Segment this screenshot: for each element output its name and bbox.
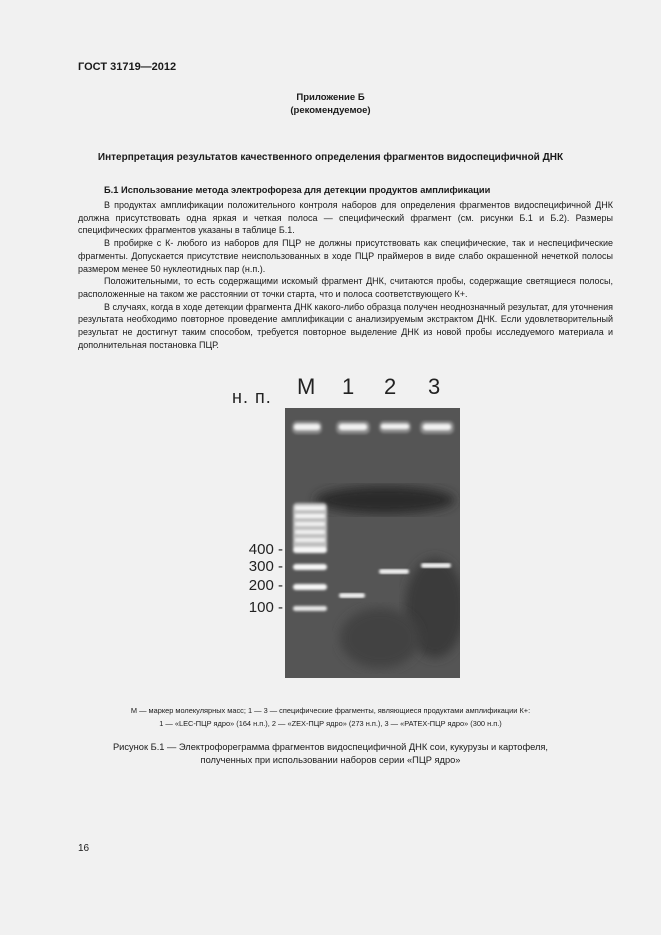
- ladder-label-200: 200 -: [248, 577, 283, 594]
- figure-legend: [0, 704, 661, 730]
- lane-label-3: 3: [428, 374, 441, 399]
- caption-line-2: полученных при использовании наборов серии «ПЦР ядро»: [200, 755, 461, 765]
- gel-image: [285, 408, 460, 678]
- figure-caption: [0, 741, 661, 767]
- annex-title: Приложение Б: [296, 92, 365, 103]
- legend-line-1: М — маркер молекулярных масс; 1 — 3 — специфические фрагменты, являющиеся продуктами амплификации К+:: [130, 706, 531, 715]
- paragraph-4: В случаях, когда в ходе детекции фрагмента ДНК какого-либо образца получен неоднозначный результат, для уточнения результата необходимо повторное проведение амплификации с анализируемым экстрактом ДНК. Если удовлетворительный результат не достигнут таким способом, требуется повторное выделение ДНК из новой пробы исследуемого материала и дополнительная постановка ПЦР.: [78, 301, 613, 350]
- paragraph-2: В пробирке с К- любого из наборов для ПЦР не должны присутствовать как специфические, так и неспецифические фрагменты. Допускается присутствие неиспользованных в ходе ПЦР праймеров в виде слабо окрашенной нечеткой полосы размером менее 50 нуклеотидных пар (н.п.).: [78, 238, 613, 274]
- lane-label-m: М: [297, 374, 316, 399]
- band-lane1: [339, 593, 365, 598]
- band-lane2: [379, 569, 409, 574]
- caption-line-1: Рисунок Б.1 — Электрофореграмма фрагментов видоспецифичной ДНК сои, кукурузы и картофеля,: [112, 742, 549, 752]
- ladder-label-100: 100 -: [248, 599, 283, 616]
- ladder-label-300: 300 -: [248, 558, 283, 575]
- paragraph-1: В продуктах амплификации положительного контроля наборов для определения фрагментов видоспецифичной ДНК должна присутствовать одна яркая и четкая полоса — специфический фрагмент (см. рисунки Б.1 и Б.2). Размеры специфических фрагментов указаны в таблице Б.1.: [78, 200, 613, 236]
- legend-line-2: 1 — «LEC-ПЦР ядро» (164 н.п.), 2 — «ZEX-ПЦР ядро» (273 н.п.), 3 — «PATEX-ПЦР ядро» (300 н.п.): [159, 719, 502, 728]
- band-lane3: [421, 563, 451, 568]
- unit-label: н. п.: [232, 387, 272, 407]
- standard-code: ГОСТ 31719—2012: [78, 61, 177, 73]
- section-title: Интерпретация результатов качественного определения фрагментов видоспецифичной ДНК: [97, 152, 564, 163]
- ladder-label-400: 400 -: [248, 541, 283, 558]
- page-number: 16: [78, 843, 90, 854]
- lane-label-1: 1: [342, 374, 355, 399]
- lane-label-2: 2: [384, 374, 397, 399]
- annex-status: (рекомендуемое): [290, 105, 371, 116]
- body-text: [78, 199, 613, 351]
- paragraph-3: Положительными, то есть содержащими искомый фрагмент ДНК, считаются пробы, содержащие светящиеся полосы, расположенные на таком же расстоянии от точки старта, что и полоса соответствующего К+.: [78, 276, 613, 299]
- subsection-title: Б.1 Использование метода электрофореза для детекции продуктов амплификации: [104, 185, 491, 195]
